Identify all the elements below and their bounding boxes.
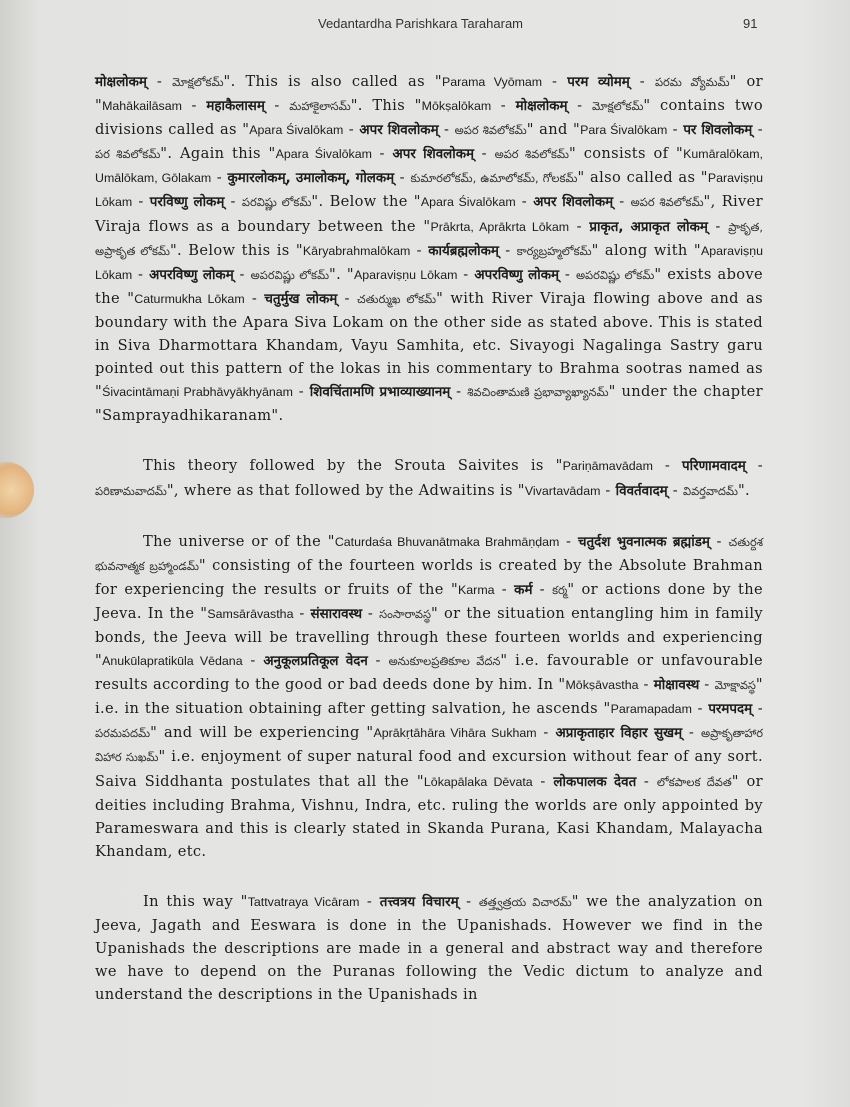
- transliterated-term: Samsārāvastha: [207, 606, 294, 621]
- text-run: -: [532, 580, 553, 598]
- text-run: " i.e. enjoyment of super natural food and excursion without fear of any sort. Saiva Siddhanta postulates that all the ": [95, 748, 763, 790]
- book-title: Vedantardha Parishkara Taraharam: [318, 16, 523, 31]
- text-run: " or deities including Brahma, Vishnu, Indra, etc. ruling the worlds are only appointed by Parameswara and this is clearly stated in Skanda Purana, Kasi Khandam, Malayacha Khandam, etc.: [95, 772, 763, 860]
- text-run: In this way ": [143, 892, 248, 910]
- devanagari-term: अपरविष्णु लोकम्: [474, 267, 559, 283]
- running-header: [0, 16, 850, 38]
- devanagari-term: अनुकूलप्रतिकूल वेदन: [263, 654, 368, 670]
- telugu-term: చతుర్దశ భువనాత్మక బ్రహ్మాండమ్: [95, 534, 764, 573]
- text-run: -: [542, 73, 568, 90]
- transliterated-term: Paramapadam: [610, 702, 692, 717]
- devanagari-term: मोक्षलोकम्: [515, 99, 568, 115]
- text-run: " or the situation entangling him in family bonds, the Jeeva will be travelling through these fourteen worlds and experiencing ": [95, 604, 764, 670]
- text-run: -: [707, 217, 729, 235]
- telugu-term: సంసారావస్థ: [379, 606, 432, 621]
- text-run: -: [438, 121, 455, 139]
- transliterated-term: Karma: [458, 582, 495, 597]
- text-run: -: [515, 193, 534, 211]
- text-run: -: [491, 97, 516, 115]
- text-run: " consists of ": [568, 145, 684, 163]
- text-run: ", where as that followed by the Adwaitins is ": [166, 481, 525, 499]
- telugu-term: వివర్తవాదమ్: [682, 483, 738, 498]
- text-run: -: [132, 265, 150, 283]
- text-run: ". ": [329, 265, 354, 283]
- devanagari-term: मोक्षावस्थ: [653, 678, 700, 694]
- devanagari-term: अपर शिवलोकम्: [533, 195, 614, 211]
- page-number: 91: [743, 16, 758, 31]
- punch-hole: [0, 462, 34, 518]
- transliterated-term: Anukūlapratikūla Vēdana: [102, 654, 243, 669]
- text-run: " and ": [526, 121, 581, 139]
- telugu-term: కార్యబ్రహ్మలోకమ్: [516, 243, 592, 258]
- telugu-term: లోకపాలక దేవత: [656, 774, 732, 789]
- telugu-term: మోక్షలోకమ్: [591, 99, 644, 114]
- devanagari-term: अपर शिवलोकम्: [359, 123, 439, 139]
- devanagari-term: शिवचिंतामणि प्रभाव्याख्यानम्: [309, 385, 451, 401]
- text-run: " or actions done by the Jeeva. In the ": [95, 580, 763, 622]
- telugu-term: అనుకూలప్రతికూల వేదన: [388, 654, 501, 669]
- transliterated-term: Aparaviṣṇu Lōkam: [95, 243, 763, 282]
- text-run: -: [667, 121, 684, 139]
- transliterated-term: Apara Śivalōkam: [249, 123, 344, 138]
- text-run: -: [293, 604, 311, 622]
- transliterated-term: Vivartavādam: [524, 483, 601, 498]
- telugu-term: అపర శివలోకమ్: [494, 147, 569, 162]
- devanagari-term: तत्त्वत्रय विचारम्: [379, 894, 459, 910]
- telugu-term: కర్మ: [552, 582, 568, 597]
- text-run: -: [745, 457, 763, 475]
- text-run: -: [691, 700, 709, 718]
- transliterated-term: Pariṇāmavādam: [562, 459, 653, 474]
- text-run: " with River Viraja flowing above and as boundary with the Apara Siva Lokam on the other side as stated above. This is stated in Siva Dharmottara Khandam, Vayu Samhita, etc. Sivayogi Nagalinga Sastry garu pointed out this pattern of the lokas in his commentary to Brahma sootras named as ": [95, 289, 763, 401]
- transliterated-term: Apara Śivalōkam: [420, 195, 516, 210]
- paragraph-3: [95, 530, 763, 863]
- text-run: " under the chapter "Samprayadhikaranam".: [95, 383, 763, 425]
- devanagari-term: चतुर्मुख लोकम्: [264, 291, 338, 307]
- text-run: -: [558, 265, 576, 283]
- text-run: -: [292, 383, 310, 401]
- devanagari-term: प्राकृत, अप्राकृत लोकम्: [589, 219, 708, 235]
- devanagari-term: कुमारलोकम्, उमालोकम्, गोलकम्: [227, 171, 395, 187]
- text-run: -: [132, 193, 150, 211]
- devanagari-term: परिणामवादम्: [682, 459, 746, 475]
- telugu-term: పరమ వ్యోమమ్: [654, 75, 730, 89]
- text-run: -: [600, 481, 616, 499]
- telugu-term: మోక్షావస్థ: [714, 678, 756, 693]
- text-run: " and will be experiencing ": [150, 724, 374, 742]
- devanagari-term: कर्म: [514, 582, 533, 598]
- text-run: -: [242, 652, 264, 670]
- telugu-term: అపర శివలోకమ్: [454, 123, 527, 138]
- devanagari-term: कार्यब्रह्मलोकम्: [428, 243, 499, 259]
- devanagari-term: विवर्तवादम्: [615, 483, 668, 499]
- telugu-term: అపరవిష్ణు లోకమ్: [250, 267, 330, 282]
- telugu-term: తత్త్వత్రయ విచారమ్: [478, 894, 572, 909]
- transliterated-term: Caturdaśa Bhuvanātmaka Brahmāṇḍam: [334, 534, 560, 549]
- text-run: " also called as ": [577, 169, 708, 187]
- text-run: -: [613, 193, 631, 211]
- transliterated-term: Mōkṣāvastha: [565, 678, 639, 693]
- text-run: -: [410, 241, 429, 259]
- telugu-term: పరవిష్ణు లోకమ్: [241, 195, 312, 210]
- transliterated-term: Para Śivalōkam: [580, 123, 668, 138]
- text-run: -: [362, 604, 380, 622]
- paragraph-4: [95, 890, 763, 1006]
- text-run: " contains two divisions called as ": [95, 97, 764, 139]
- telugu-term: పర శివలోకమ్: [95, 147, 161, 162]
- transliterated-term: Mahākailāsam: [102, 99, 182, 114]
- body-text: [95, 70, 763, 1006]
- devanagari-term: अप्राकृताहार विहार सुखम्: [555, 726, 683, 742]
- telugu-term: కుమారలోకమ్, ఉమాలోకమ్, గోలకమ్: [410, 171, 578, 186]
- transliterated-term: Kumāralōkam, Umālōkam, Gōlakam: [95, 147, 763, 186]
- telugu-term: శివచింతామణి ప్రభావ్యాఖ్యానమ్: [467, 385, 609, 400]
- telugu-term: అపరవిష్ణు లోకమ్: [575, 267, 655, 282]
- text-run: -: [636, 772, 657, 790]
- telugu-term: ప్రాకృత, అప్రాకృత లోకమ్: [95, 219, 763, 258]
- text-run: -: [264, 97, 290, 115]
- text-run: -: [652, 457, 683, 475]
- text-run: -: [709, 532, 729, 550]
- devanagari-term: परविष्णु लोकम्: [149, 195, 225, 211]
- text-run: " or ": [95, 73, 764, 115]
- text-run: -: [494, 580, 515, 598]
- devanagari-term: महाकैलासम्: [206, 99, 265, 115]
- text-run: " consisting of the fourteen worlds is created by the Absolute Brahman for experiencing the results or fruits of the ": [95, 556, 763, 598]
- text-run: -: [699, 676, 715, 694]
- text-run: -: [532, 772, 554, 790]
- transliterated-term: Apara Śivalōkam: [275, 147, 372, 162]
- telugu-term: చతుర్ముఖ లోకమ్: [357, 291, 437, 306]
- devanagari-term: अपर शिवलोकम्: [392, 147, 474, 163]
- transliterated-term: Parama Vyōmam: [441, 75, 543, 89]
- telugu-term: అపర శివలోకమ్: [630, 195, 704, 210]
- devanagari-term: संसारावस्थ: [310, 606, 363, 622]
- text-run: -: [394, 169, 411, 187]
- text-run: -: [752, 121, 763, 139]
- paragraph-1: [95, 70, 763, 427]
- text-run: -: [146, 73, 173, 90]
- text-run: -: [337, 289, 358, 307]
- transliterated-term: Prākrta, Aprākrta Lōkam: [430, 219, 570, 234]
- text-run: -: [367, 652, 389, 670]
- devanagari-term: अपरविष्णु लोकम्: [149, 267, 234, 283]
- devanagari-term: लोकपालक देवत: [553, 774, 637, 790]
- text-run: ". This is also called as ": [223, 73, 442, 90]
- text-run: -: [638, 676, 654, 694]
- devanagari-term: परमपदम्: [708, 702, 753, 718]
- text-run: ". Below this is ": [169, 241, 303, 259]
- transliterated-term: Paraviṣṇu Lōkam: [95, 171, 763, 210]
- text-run: ", River Viraja flows as a boundary between the ": [95, 193, 763, 235]
- text-run: ". Again this ": [160, 145, 276, 163]
- text-run: -: [498, 241, 517, 259]
- text-run: -: [474, 145, 495, 163]
- text-run: -: [457, 265, 475, 283]
- text-run: -: [752, 700, 763, 718]
- transliterated-term: Kāryabrahmalōkam: [302, 243, 411, 258]
- text-run: -: [629, 73, 655, 90]
- telugu-term: మహాకైలాసమ్: [289, 99, 351, 114]
- text-run: -: [458, 892, 479, 910]
- text-run: -: [682, 724, 701, 742]
- text-run: ".: [737, 481, 751, 499]
- text-run: -: [244, 289, 265, 307]
- text-run: -: [233, 265, 251, 283]
- text-run: -: [536, 724, 556, 742]
- text-run: " we the analyzation on Jeeva, Jagath and Eeswara is done in the Upanishads. However we find in the Upanishads the descriptions are made in a general and abstract way and therefore we have to depend on the Puranas following the Vedic dictum to analyze and understand the descriptions in the Upanishads in: [95, 892, 764, 1004]
- devanagari-term: चतुर्दश भुवनात्मक ब्रह्मांडम्: [577, 534, 710, 550]
- text-run: " along with ": [591, 241, 701, 259]
- transliterated-term: Lōkapālaka Dēvata: [423, 774, 533, 789]
- text-run: " i.e. favourable or unfavourable results according to the good or bad deeds done by him. In ": [95, 652, 763, 694]
- devanagari-term: परम व्योमम्: [567, 75, 630, 90]
- text-run: ". This ": [350, 97, 422, 115]
- text-run: -: [569, 217, 590, 235]
- text-run: -: [667, 481, 683, 499]
- text-run: -: [211, 169, 228, 187]
- telugu-term: పరిణామవాదమ్: [95, 483, 167, 498]
- text-run: -: [567, 97, 592, 115]
- transliterated-term: Mōkṣalōkam: [421, 99, 492, 114]
- text-run: ". Below the ": [311, 193, 421, 211]
- text-run: -: [181, 97, 207, 115]
- devanagari-term: पर शिवलोकम्: [683, 123, 753, 139]
- text-run: This theory followed by the Srouta Saivites is ": [143, 457, 563, 475]
- transliterated-term: Aprākṛtāhāra Vihāra Sukham: [373, 726, 537, 741]
- telugu-term: మోక్షలోకమ్: [172, 75, 224, 89]
- text-run: -: [559, 532, 578, 550]
- transliterated-term: Tattvatraya Vicāram: [247, 894, 360, 909]
- transliterated-term: Caturmukha Lōkam: [134, 291, 245, 306]
- text-run: -: [450, 383, 468, 401]
- telugu-term: అప్రాకృతాహార విహార సుఖమ్: [95, 726, 764, 765]
- text-run: -: [371, 145, 393, 163]
- text-run: " i.e. in the situation obtaining after getting salvation, he ascends ": [95, 676, 763, 718]
- text-run: -: [343, 121, 360, 139]
- transliterated-term: Aparaviṣṇu Lōkam: [354, 267, 458, 282]
- text-run: " exists above the ": [95, 265, 763, 307]
- text-run: -: [359, 892, 380, 910]
- transliterated-term: Śivacintāmaṇi Prabhāvyākhyānam: [102, 385, 293, 400]
- text-run: -: [224, 193, 242, 211]
- paragraph-2: [95, 454, 763, 502]
- telugu-term: పరమపదమ్: [95, 726, 151, 741]
- text-run: The universe or of the ": [143, 532, 335, 550]
- devanagari-term: मोक्षलोकम्: [95, 75, 147, 90]
